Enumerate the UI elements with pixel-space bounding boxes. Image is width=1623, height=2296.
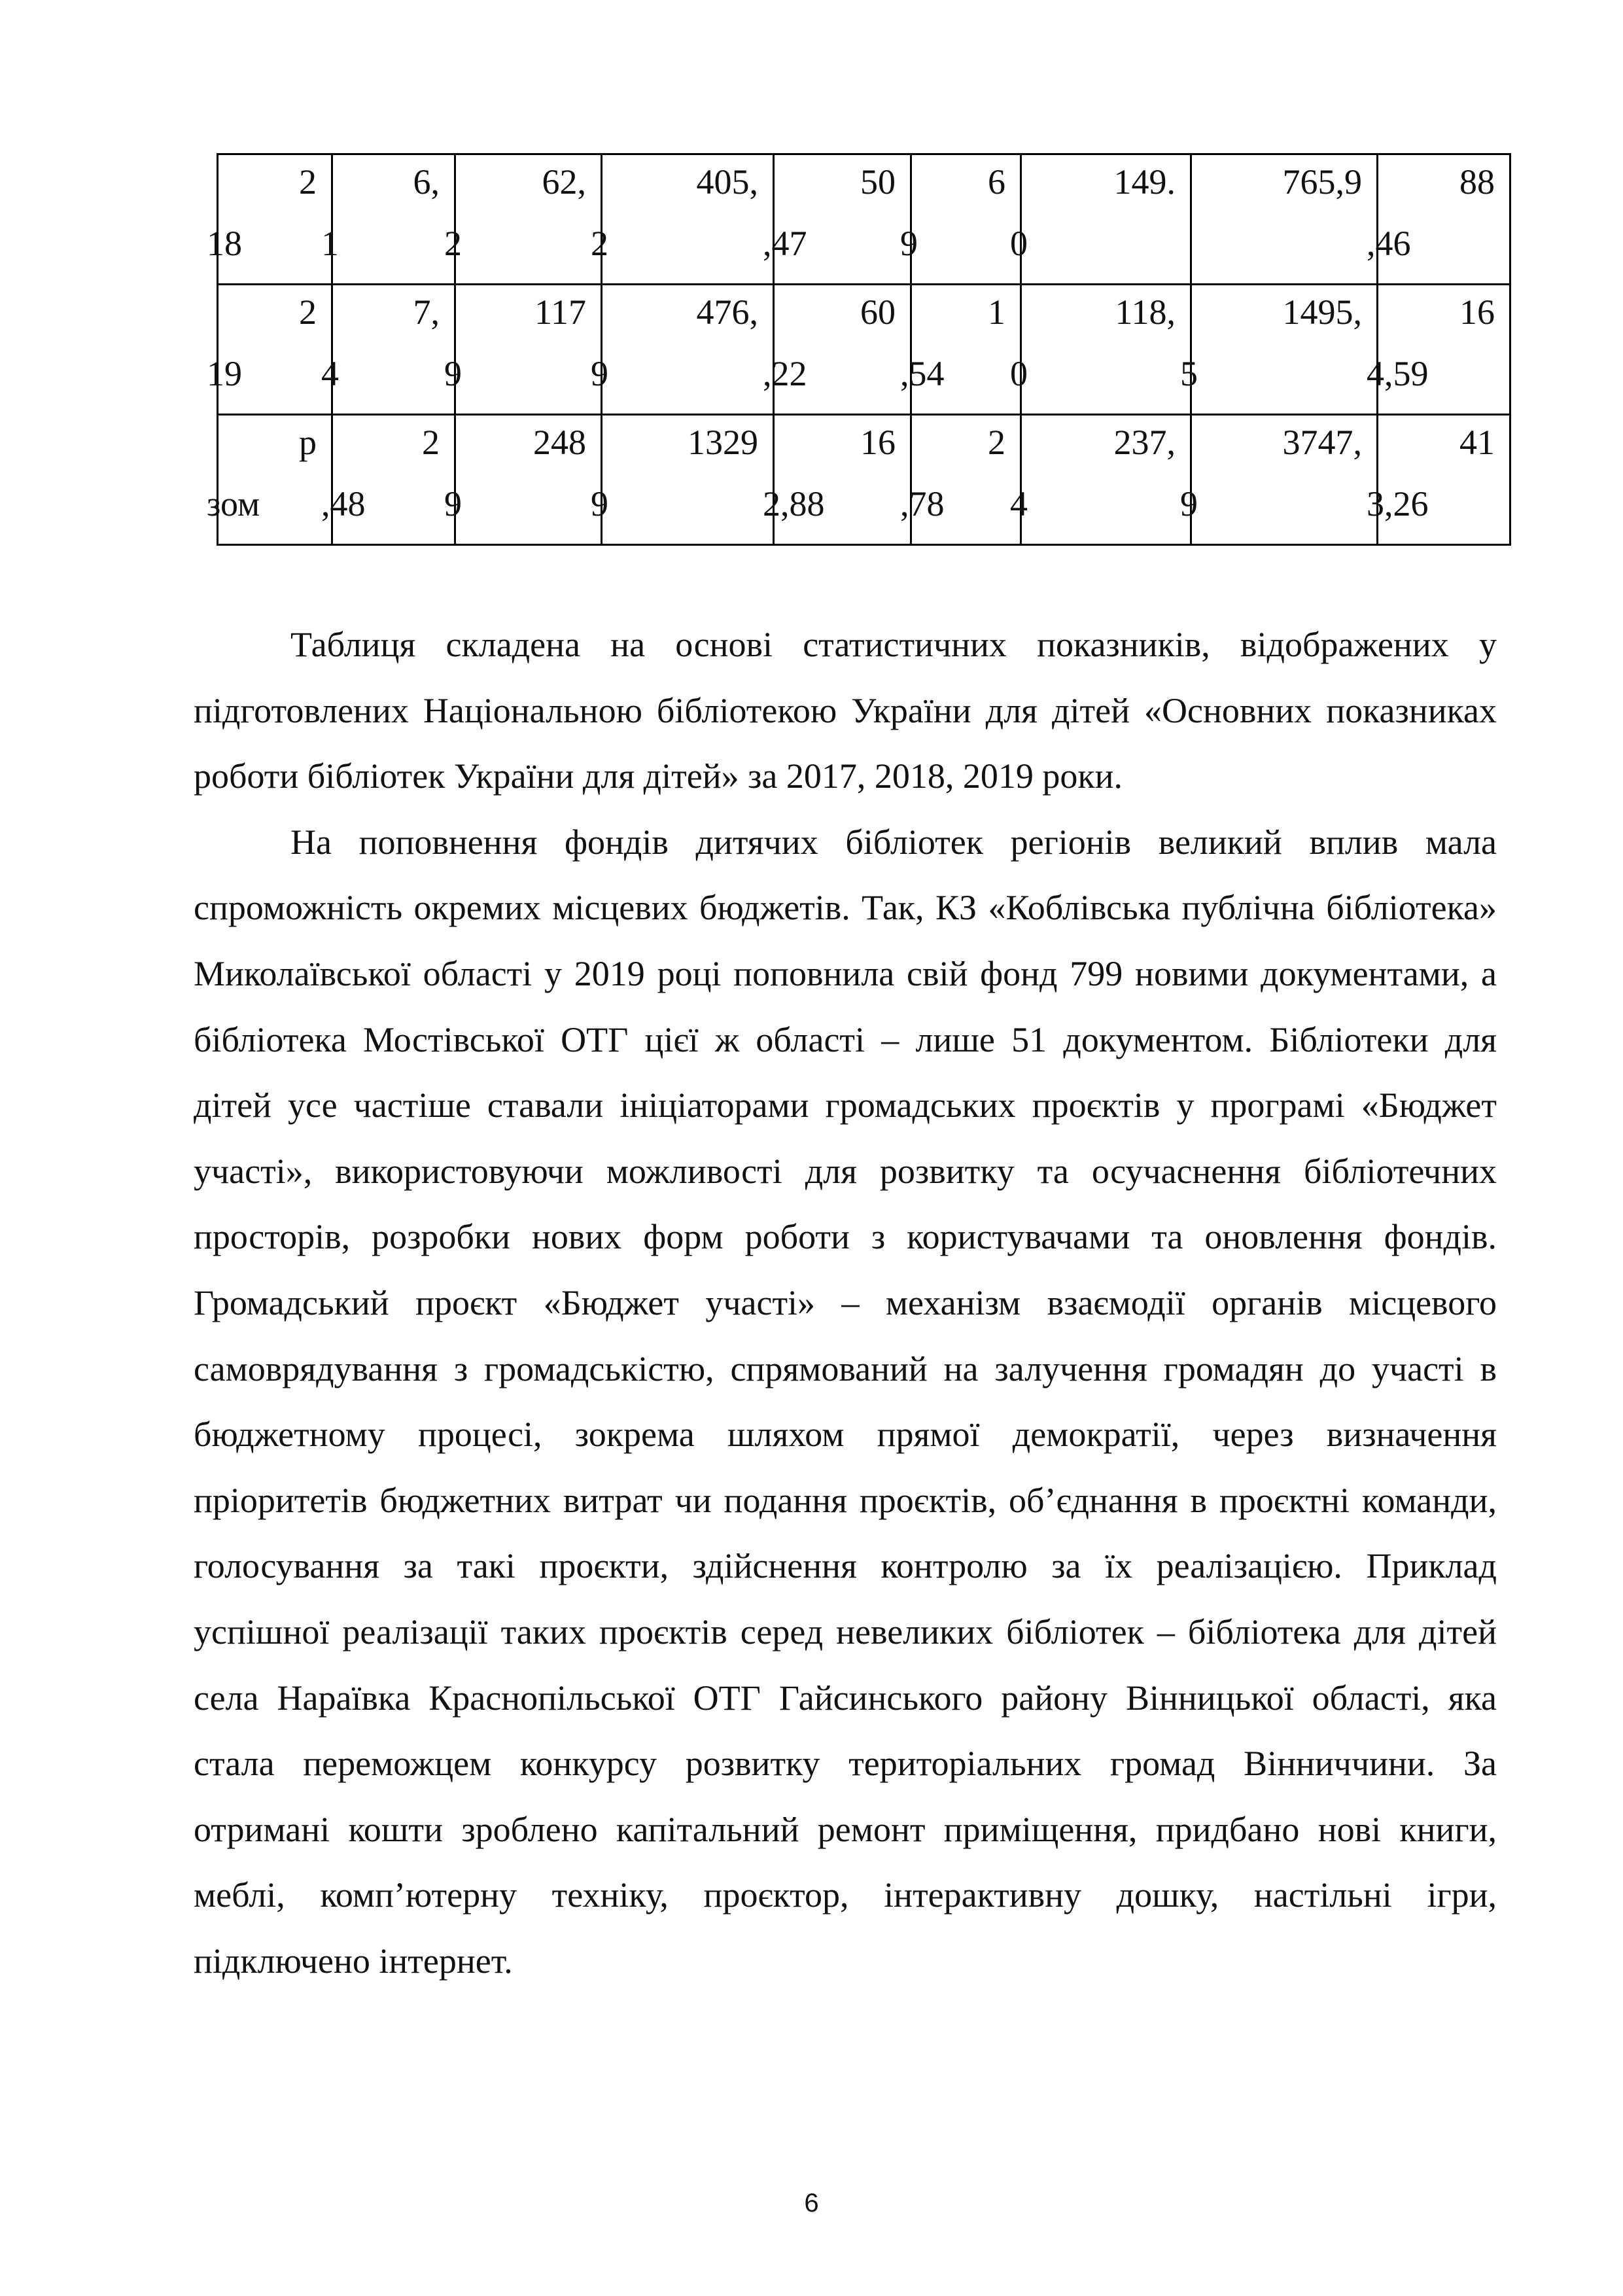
cell-value-bottom: 9 [444,354,462,393]
cell-value-top: 62, [542,162,586,202]
cell-value-bottom: ,22 [763,354,807,393]
cell-value-top: 765,9 [1282,162,1362,202]
table-row [218,154,1510,285]
table-cell [1180,285,1378,415]
cell-value-top: 88 [1459,162,1495,202]
table-cell [1367,285,1510,415]
cell-value-bottom: 18 [207,224,242,263]
cell-value-top: 476, [696,292,758,332]
cell-value-top: 117 [534,292,586,332]
table-cell [321,415,455,545]
table-cell [900,154,1021,285]
table-row [218,285,1510,415]
cell-value-bottom: зом [207,484,260,523]
cell-value-bottom: ,78 [900,484,945,523]
cell-value-bottom: ,48 [321,484,366,523]
table-cell [321,154,455,285]
cell-value-bottom: 2 [591,224,608,263]
cell-value-top: 405, [696,162,758,202]
cell-value-top: 2 [299,292,317,332]
cell-value-top: 16 [1459,292,1495,332]
table-cell [763,285,911,415]
table-cell [207,154,332,285]
cell-value-top: 16 [860,423,896,462]
cell-value-bottom: 19 [207,354,242,393]
cell-value-bottom: 0 [1010,354,1028,393]
cell-value-top: 1495, [1282,292,1362,332]
table-cell [1367,415,1510,545]
cell-value-bottom: 4,59 [1367,354,1429,393]
cell-value-bottom: 9 [900,224,918,263]
table-cell [591,415,774,545]
cell-value-bottom: 2,88 [763,484,825,523]
table-cell [763,154,911,285]
cell-value-top: 41 [1459,423,1495,462]
table-cell [444,415,602,545]
table-cell [444,285,602,415]
paragraph-budget-participation: На поповнення фондів дитячих бібліотек регіонів великий вплив мала спроможність окремих місцевих бюджетів. Так, КЗ «Коблівська публічна бібліотека» Миколаївської області у 2019 році поповнила свій фонд 799 новими документами, а бібліотека Мостівської ОТГ цієї ж області – лише 51 документом. Бібліотеки для дітей усе частіше ставали ініціаторами громадських проєктів у програмі «Бюджет участі», використовуючи можливості для розвитку та осучаснення бібліотечних просторів, розробки нових форм роботи з користувачами та оновлення фондів. Громадський проєкт «Бюджет участі» – механізм взаємодії органів місцевого самоврядування з громадськістю, спрямований на залучення громадян до участі в бюджетному процесі, зокрема шляхом прямої демократії, через визначення пріоритетів бюджетних витрат чи подання проєктів, об’єднання в проєктні команди, голосування за такі проєкти, здійснення контролю за їх реалізацією. Приклад успішної реалізації таких проєктів серед невеликих бібліотек – бібліотека для дітей села Наpаївка Краснопільської ОТГ Гайсинського району Вінницької області, яка стала переможцем конкурсу розвитку територіальних громад Вінниччини. За отримані кошти зроблено капітальний ремонт приміщення, придбано нові книги, меблі, комп’ютерну техніку, проєктор, інтерактивну дошку, настільні ігри, підключено інтернет. [194,822,1497,1981]
table-cell [763,415,911,545]
cell-value-bottom: 9 [1180,484,1198,523]
cell-value-bottom: 2 [444,224,462,263]
table-cell [444,154,602,285]
table-cell [321,285,455,415]
cell-value-top: 60 [860,292,896,332]
cell-value-top: 149. [1113,162,1176,202]
table-cell [207,285,332,415]
cell-value-bottom: 4 [1010,484,1028,523]
cell-value-bottom: 5 [1180,354,1198,393]
cell-value-bottom: 0 [1010,224,1028,263]
table-cell [1010,285,1191,415]
table-cell [900,415,1021,545]
cell-value-bottom: 9 [591,354,608,393]
table-cell [1180,415,1378,545]
cell-value-bottom: 9 [591,484,608,523]
table-row [218,415,1510,545]
paragraph-table-source: Таблиця складена на основі статистичних показників, відображених у підготовлених Національною бібліотекою України для дітей «Основних показниках роботи бібліотек України для дітей» за 2017, 2018, 2019 роки. [194,625,1497,796]
cell-value-top: 6 [988,162,1005,202]
cell-value-bottom: ,54 [900,354,945,393]
table-cell [1010,154,1191,285]
page-number: 6 [804,2189,819,2217]
table-cell [900,285,1021,415]
cell-value-bottom: 1 [321,224,339,263]
cell-value-bottom: 9 [444,484,462,523]
cell-value-bottom: ,47 [763,224,807,263]
cell-value-top: 6, [413,162,440,202]
cell-value-bottom: 4 [321,354,339,393]
cell-value-top: 2 [299,162,317,202]
table-cell [591,285,774,415]
table-cell [591,154,774,285]
table-cell [1367,154,1510,285]
table-cell [1010,415,1191,545]
cell-value-bottom: 3,26 [1367,484,1429,523]
cell-value-top: 237, [1113,423,1176,462]
cell-value-top: 3747, [1282,423,1362,462]
cell-value-top: р [299,423,317,462]
cell-value-top: 248 [533,423,586,462]
table-cell [1191,154,1378,285]
cell-value-top: 7, [413,292,440,332]
cell-value-bottom: ,46 [1367,224,1411,263]
cell-value-top: 1329 [688,423,758,462]
statistics-table [207,153,1511,546]
body-text [194,612,1497,1994]
cell-value-top: 118, [1115,292,1176,332]
cell-value-top: 1 [988,292,1005,332]
cell-value-top: 2 [988,423,1005,462]
cell-value-top: 2 [422,423,440,462]
cell-value-top: 50 [860,162,896,202]
table-cell [207,415,332,545]
